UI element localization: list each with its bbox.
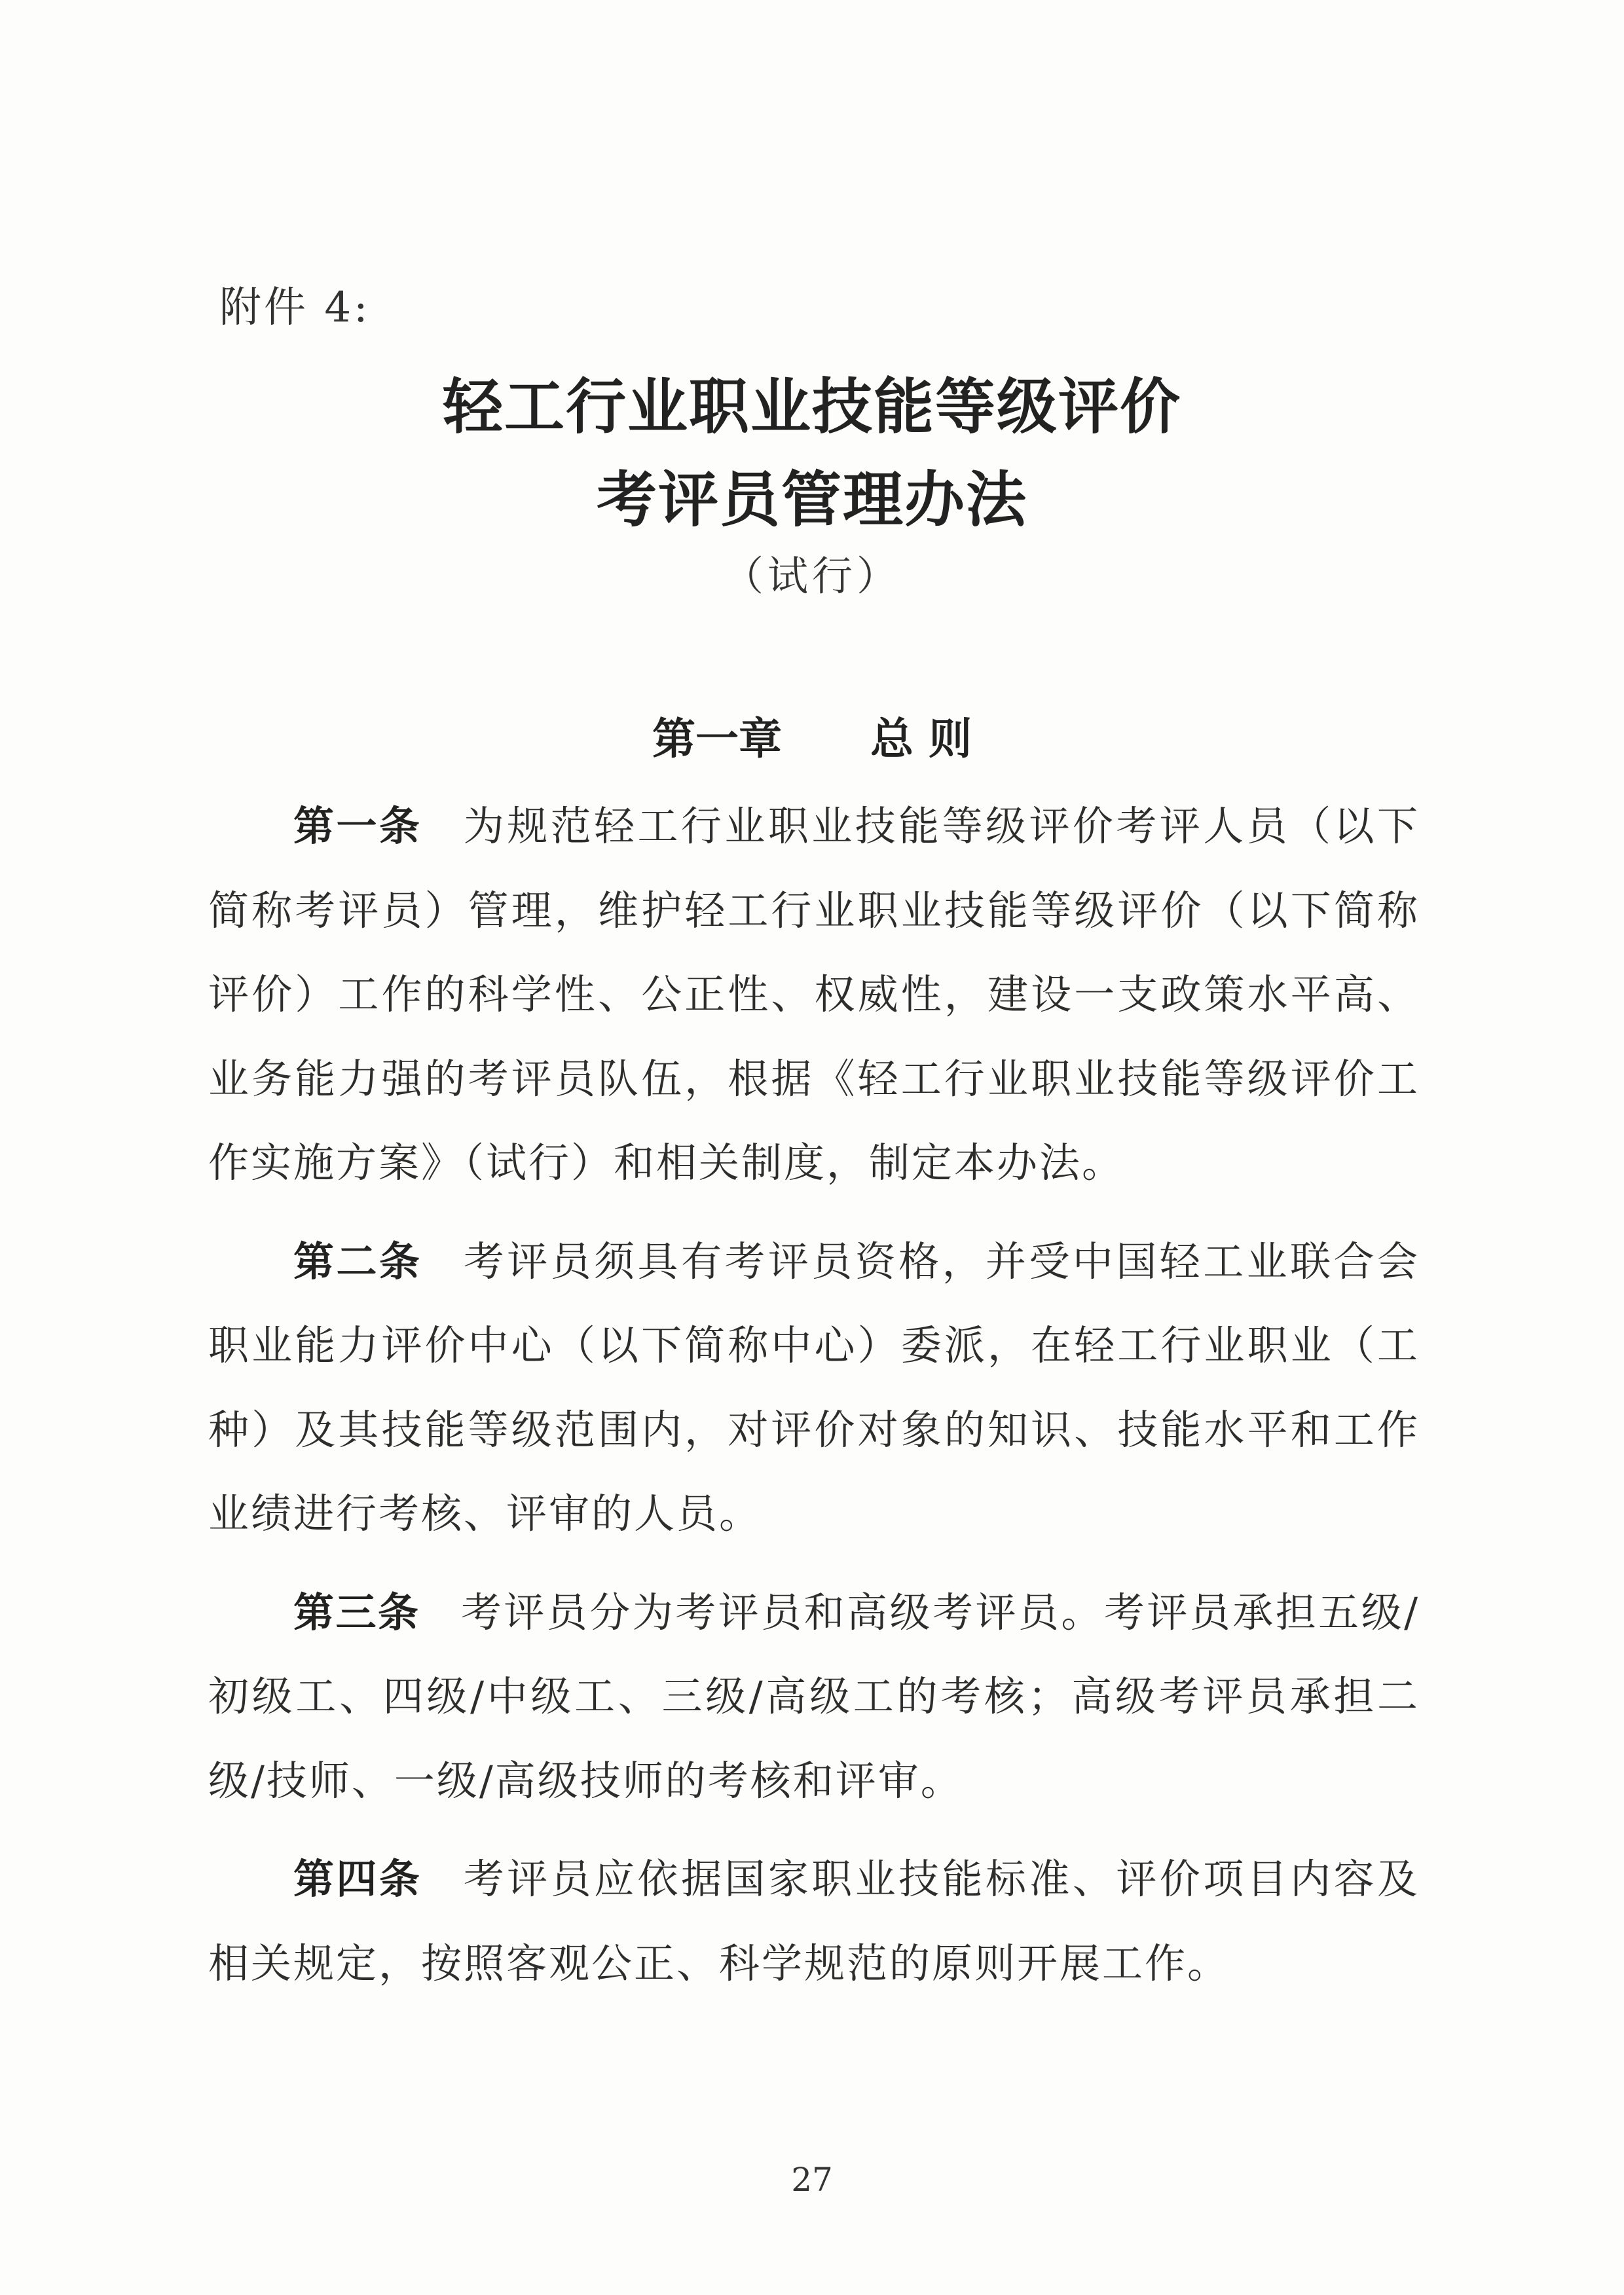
article-text: 考评员须具有考评员资格，并受中国轻工业联合会职业能力评价中心（以下简称中心）委派，在轻工行业职业（工种）及其技能等级范围内，对评价对象的知识、技能水平和工作业绩进行考核、评审的人员。 (208, 1237, 1420, 1537)
article-text: 为规范轻工行业职业技能等级评价考评人员（以下简称考评员）管理，维护轻工行业职业技能等级评价（以下简称评价）工作的科学性、公正性、权威性，建设一支政策水平高、业务能力强的考评员队伍，根据《轻工行业职业技能等级评价工作实施方案》（试行）和相关制度，制定本办法。 (208, 802, 1420, 1186)
attachment-label: 附件 4: (219, 284, 371, 332)
document-title-line-2: 考评员管理办法 (596, 465, 1027, 535)
document-subtitle: （试行） (722, 552, 901, 600)
chapter-heading (0, 704, 1624, 766)
chapter-name: 总 则 (870, 714, 972, 764)
article-4 (208, 1837, 1420, 2006)
chapter-number: 第一章 (652, 714, 782, 764)
page-number: 27 (791, 2161, 833, 2199)
document-title-line-1: 轻工行业职业技能等级评价 (442, 372, 1181, 442)
article-text: 考评员分为考评员和高级考评员。考评员承担五级/初级工、四级/中级工、三级/高级工的考核；高级考评员承担二级/技师、一级/高级技师的考核和评审。 (208, 1588, 1420, 1805)
article-label: 第二条 (293, 1237, 422, 1285)
article-text: 考评员应依据国家职业技能标准、评价项目内容及相关规定，按照客观公正、科学规范的原则开展工作。 (208, 1855, 1420, 1987)
article-3 (208, 1571, 1420, 1824)
article-label: 第四条 (293, 1855, 422, 1903)
document-body (208, 784, 1420, 2020)
article-label: 第一条 (293, 802, 422, 850)
article-label: 第三条 (293, 1588, 420, 1636)
article-1 (208, 784, 1420, 1205)
article-2 (208, 1220, 1420, 1556)
